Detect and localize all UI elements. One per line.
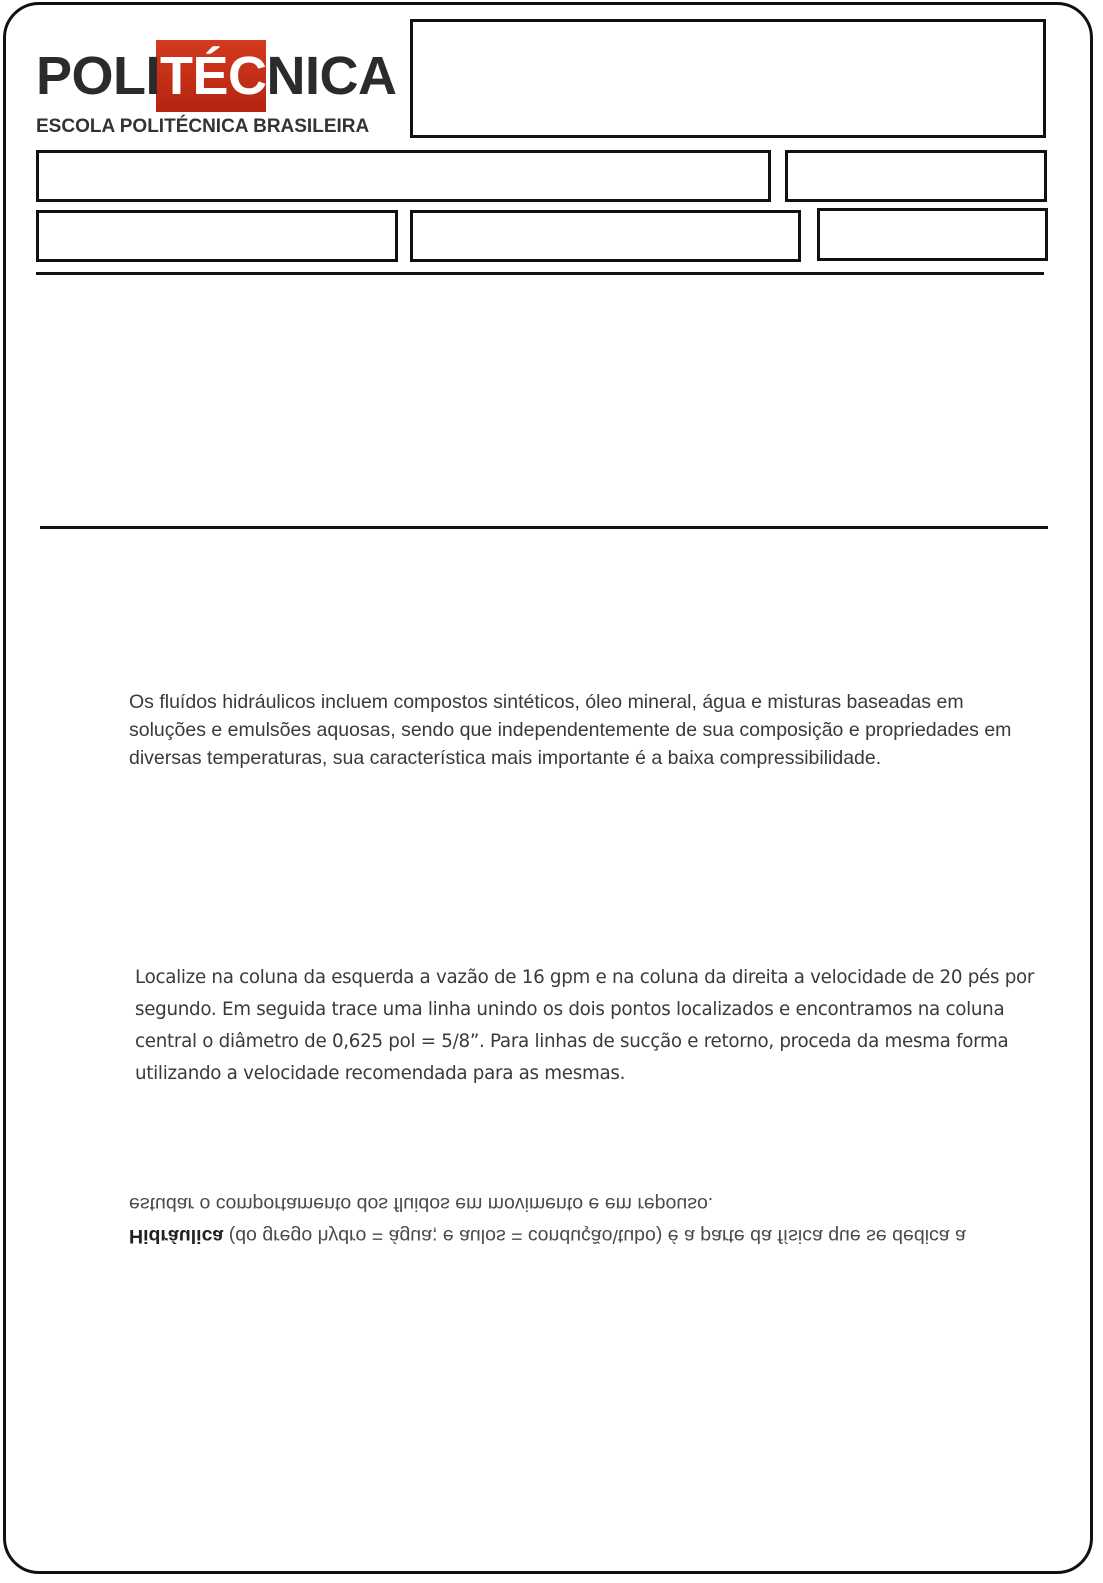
hydraulics-term: Hidráulica [129,1225,224,1247]
section-divider [40,526,1048,529]
logo-highlight-text: TÉC [160,46,267,106]
header-title-box[interactable] [410,19,1046,138]
logo-wordmark [36,46,397,106]
date-field-box[interactable] [817,208,1048,261]
logo-suffix: NICA [266,46,397,106]
paragraph-nomogram-instructions: Localize na coluna da esquerda a vazão de 16 gpm e na coluna da direita a velocidade de 20 pés por segundo. Em seguida trace uma linha unindo os dois pontos localizados e encontramos na coluna central o diâmetro de 0,625 pol = 5/8”. Para linhas de sucção e retorno, proceda da mesma forma utilizando a velocidade recomendada para as mesmas. [135,967,1035,1084]
hydraulics-definition: (do grego hydro = água; e aulos = condução\tubo) é a parte da física que se dedica a estudar o comportamento dos fluidos em movimento e em repouso. [129,1193,966,1247]
paragraph-hydraulics-definition-mirrored [129,1188,1029,1252]
logo-subtitle: ESCOLA POLITÉCNICA BRASILEIRA [36,116,370,137]
name-field-box[interactable] [36,150,771,202]
logo-prefix: POLI [36,46,161,106]
subject-field-box[interactable] [410,210,801,262]
registration-field-box[interactable] [785,150,1047,202]
paragraph-hydraulic-fluids: Os fluídos hidráulicos incluem compostos sintéticos, óleo mineral, água e misturas baseadas em soluções e emulsões aquosas, sendo que independentemente de sua composição e propriedades em diversas temperaturas, sua característica mais importante é a baixa compressibilidade. [129,691,1012,769]
header-divider [36,272,1044,275]
politecnica-logo [36,40,406,140]
course-field-box[interactable] [36,210,398,262]
